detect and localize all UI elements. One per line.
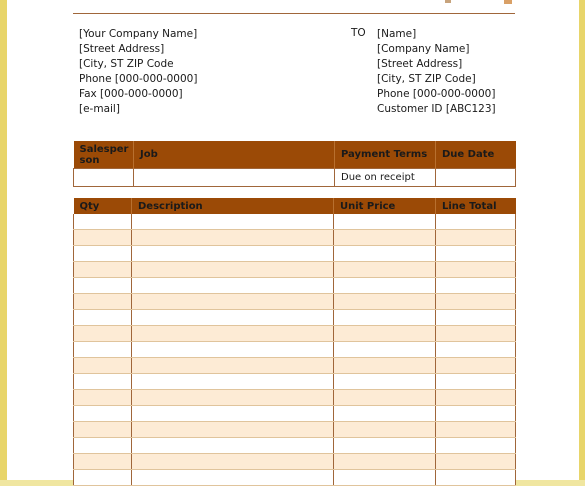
unit-price-cell[interactable]: [334, 342, 436, 358]
qty-cell[interactable]: [74, 230, 132, 246]
description-cell[interactable]: [132, 230, 334, 246]
qty-cell[interactable]: [74, 278, 132, 294]
unit-price-cell[interactable]: [334, 214, 436, 230]
description-cell[interactable]: [132, 374, 334, 390]
description-cell[interactable]: [132, 294, 334, 310]
table-row: [74, 470, 516, 486]
to-label: TO: [351, 27, 366, 39]
email[interactable]: [e-mail]: [79, 103, 120, 115]
header-qty: Qty: [74, 198, 132, 214]
unit-price-cell[interactable]: [334, 294, 436, 310]
unit-price-cell[interactable]: [334, 406, 436, 422]
header-mark-accent: [504, 0, 512, 4]
line-total-cell[interactable]: [436, 310, 516, 326]
description-cell[interactable]: [132, 406, 334, 422]
page-frame-left: [0, 0, 7, 480]
qty-cell[interactable]: [74, 294, 132, 310]
line-total-cell[interactable]: [436, 246, 516, 262]
description-cell[interactable]: [132, 470, 334, 486]
line-total-cell[interactable]: [436, 230, 516, 246]
qty-cell[interactable]: [74, 406, 132, 422]
table-row: [74, 169, 516, 187]
sales-info-table: [73, 141, 516, 187]
header-due-date: Due Date: [436, 141, 516, 169]
line-total-cell[interactable]: [436, 438, 516, 454]
table-row: [74, 294, 516, 310]
line-total-cell[interactable]: [436, 454, 516, 470]
line-total-cell[interactable]: [436, 374, 516, 390]
qty-cell[interactable]: [74, 438, 132, 454]
line-total-cell[interactable]: [436, 342, 516, 358]
unit-price-cell[interactable]: [334, 230, 436, 246]
line-total-cell[interactable]: [436, 214, 516, 230]
line-total-cell[interactable]: [436, 406, 516, 422]
unit-price-cell[interactable]: [334, 326, 436, 342]
unit-price-cell[interactable]: [334, 358, 436, 374]
job-cell[interactable]: [134, 169, 335, 187]
header-description: Description: [132, 198, 334, 214]
recipient-phone[interactable]: Phone [000-000-0000]: [377, 88, 496, 100]
qty-cell[interactable]: [74, 358, 132, 374]
description-cell[interactable]: [132, 326, 334, 342]
line-total-cell[interactable]: [436, 470, 516, 486]
line-total-cell[interactable]: [436, 262, 516, 278]
qty-cell[interactable]: [74, 326, 132, 342]
header-line-total: Line Total: [436, 198, 516, 214]
line-items-table: [73, 198, 516, 486]
unit-price-cell[interactable]: [334, 310, 436, 326]
description-cell[interactable]: [132, 246, 334, 262]
description-cell[interactable]: [132, 358, 334, 374]
line-total-cell[interactable]: [436, 422, 516, 438]
recipient-company[interactable]: [Company Name]: [377, 43, 470, 55]
to-address[interactable]: [377, 27, 496, 117]
table-row: [74, 278, 516, 294]
customer-id[interactable]: Customer ID [ABC123]: [377, 103, 496, 115]
description-cell[interactable]: [132, 310, 334, 326]
description-cell[interactable]: [132, 214, 334, 230]
unit-price-cell[interactable]: [334, 438, 436, 454]
description-cell[interactable]: [132, 262, 334, 278]
unit-price-cell[interactable]: [334, 470, 436, 486]
phone[interactable]: Phone [000-000-0000]: [79, 73, 198, 85]
unit-price-cell[interactable]: [334, 246, 436, 262]
fax[interactable]: Fax [000-000-0000]: [79, 88, 183, 100]
qty-cell[interactable]: [74, 470, 132, 486]
company-name[interactable]: [Your Company Name]: [79, 28, 198, 40]
description-cell[interactable]: [132, 278, 334, 294]
table-row: [74, 262, 516, 278]
qty-cell[interactable]: [74, 214, 132, 230]
qty-cell[interactable]: [74, 262, 132, 278]
description-cell[interactable]: [132, 454, 334, 470]
line-total-cell[interactable]: [436, 326, 516, 342]
from-address[interactable]: [79, 27, 197, 117]
unit-price-cell[interactable]: [334, 454, 436, 470]
qty-cell[interactable]: [74, 342, 132, 358]
table-row: [74, 390, 516, 406]
table-row: [74, 422, 516, 438]
description-cell[interactable]: [132, 422, 334, 438]
header-job: Job: [134, 141, 335, 169]
table-row: [74, 326, 516, 342]
qty-cell[interactable]: [74, 390, 132, 406]
header-payment-terms: Payment Terms: [335, 141, 436, 169]
header-unit-price: Unit Price: [334, 198, 436, 214]
line-total-cell[interactable]: [436, 278, 516, 294]
table-row: [74, 358, 516, 374]
unit-price-cell[interactable]: [334, 422, 436, 438]
table-row: [74, 246, 516, 262]
qty-cell[interactable]: [74, 374, 132, 390]
description-cell[interactable]: [132, 342, 334, 358]
table-row: [74, 230, 516, 246]
recipient-street[interactable]: [Street Address]: [377, 58, 463, 70]
street-address[interactable]: [Street Address]: [79, 43, 165, 55]
recipient-city-state-zip[interactable]: [City, ST ZIP Code]: [377, 73, 476, 85]
qty-cell[interactable]: [74, 422, 132, 438]
table-row: [74, 310, 516, 326]
unit-price-cell[interactable]: [334, 390, 436, 406]
line-total-cell[interactable]: [436, 358, 516, 374]
table-row: [74, 454, 516, 470]
table-row: [74, 342, 516, 358]
table-row: [74, 374, 516, 390]
qty-cell[interactable]: [74, 246, 132, 262]
recipient-name[interactable]: [Name]: [377, 28, 417, 40]
salesperson-cell[interactable]: [74, 169, 134, 187]
line-total-cell[interactable]: [436, 294, 516, 310]
page-frame-right: [579, 0, 585, 480]
description-cell[interactable]: [132, 438, 334, 454]
qty-cell[interactable]: [74, 454, 132, 470]
unit-price-cell[interactable]: [334, 374, 436, 390]
due-date-cell[interactable]: [436, 169, 516, 187]
table-row: [74, 406, 516, 422]
unit-price-cell[interactable]: [334, 278, 436, 294]
payment-terms-cell[interactable]: Due on receipt: [335, 169, 436, 187]
city-state-zip[interactable]: [City, ST ZIP Code: [79, 58, 174, 70]
invoice-page: [7, 0, 579, 480]
table-row: [74, 214, 516, 230]
header-salesperson: Salesperson: [74, 141, 134, 169]
table-row: [74, 438, 516, 454]
unit-price-cell[interactable]: [334, 262, 436, 278]
qty-cell[interactable]: [74, 310, 132, 326]
description-cell[interactable]: [132, 390, 334, 406]
header-rule: [73, 13, 515, 14]
header-mark: [445, 0, 451, 3]
line-total-cell[interactable]: [436, 390, 516, 406]
